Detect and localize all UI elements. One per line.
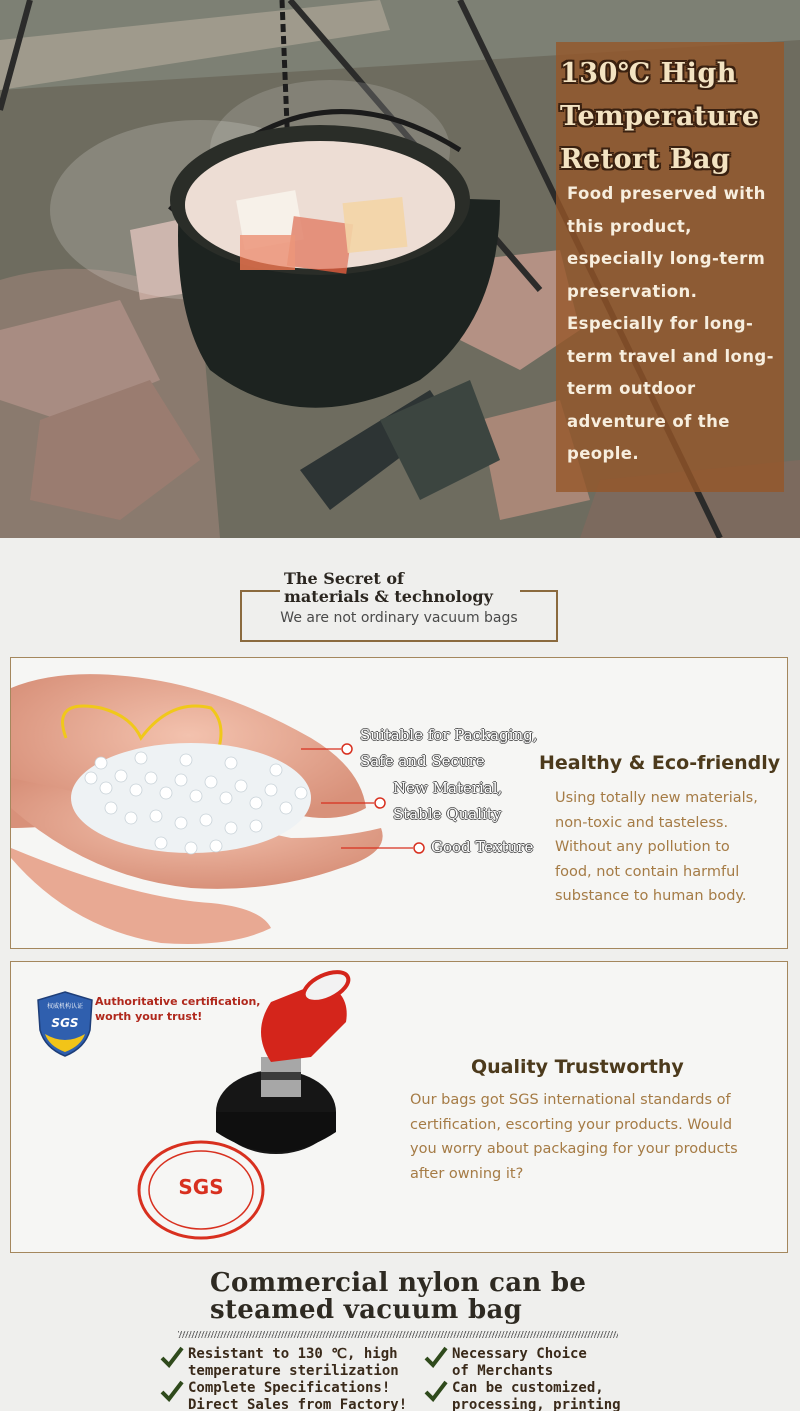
quality-title: Quality Trustworthy bbox=[471, 1056, 684, 1078]
nylon-heading-line: Commercial nylon can be bbox=[210, 1268, 587, 1298]
certification-note-line: worth your trust! bbox=[95, 1010, 203, 1023]
nylon-bag-heading bbox=[210, 1270, 630, 1324]
eco-description-line: non-toxic and tasteless. bbox=[555, 814, 729, 831]
check-text-line: Necessary Choice bbox=[452, 1346, 587, 1362]
hero-banner bbox=[0, 0, 800, 538]
quality-description-line: after owning it? bbox=[410, 1165, 524, 1182]
quality-description-line: you worry about packaging for your products bbox=[410, 1141, 738, 1157]
sgs-badge-cn-text: 权威机构认证 bbox=[46, 1003, 84, 1010]
callout-packaging bbox=[360, 722, 538, 774]
callout-text: New Material, bbox=[393, 779, 503, 797]
certification-note-line: Authoritative certification, bbox=[95, 995, 261, 1008]
secret-title-line2: materials & technology bbox=[284, 587, 493, 606]
rubber-stamp-image bbox=[121, 962, 451, 1252]
secret-subtitle: We are not ordinary vacuum bags bbox=[280, 610, 518, 626]
eco-description-line: Using totally new materials, bbox=[555, 790, 758, 806]
checkmark-icon bbox=[160, 1346, 184, 1368]
sgs-shield-icon bbox=[35, 990, 95, 1060]
eco-description-line: food, not contain harmful bbox=[555, 863, 740, 880]
eco-feature-box bbox=[10, 657, 788, 949]
quality-feature-box bbox=[10, 961, 788, 1253]
check-text-line: Resistant to 130 ℃, high bbox=[188, 1346, 398, 1362]
quality-description-line: Our bags got SGS international standards of bbox=[410, 1092, 731, 1108]
hero-title-line: Temperature bbox=[560, 101, 760, 132]
callout-material bbox=[393, 775, 502, 827]
callout-text: Stable Quality bbox=[393, 805, 502, 823]
secret-title-line1: The Secret of bbox=[284, 569, 404, 588]
eco-title: Healthy & Eco-friendly bbox=[539, 752, 781, 774]
check-text-line: processing, printing bbox=[452, 1397, 621, 1411]
eco-description bbox=[555, 786, 785, 909]
callout-text: Suitable for Packaging, bbox=[360, 726, 538, 744]
hatch-divider bbox=[178, 1331, 618, 1338]
stamp-impression-text: SGS bbox=[178, 1175, 224, 1199]
eco-description-line: substance to human body. bbox=[555, 888, 747, 904]
hero-title bbox=[560, 52, 790, 181]
check-text-line: Complete Specifications! bbox=[188, 1380, 391, 1396]
callout-text: Good Texture bbox=[431, 838, 534, 856]
check-text bbox=[452, 1346, 587, 1380]
callout-texture bbox=[431, 834, 533, 860]
checkmark-icon bbox=[424, 1346, 448, 1368]
check-text bbox=[188, 1346, 399, 1380]
check-text-line: of Merchants bbox=[452, 1363, 554, 1379]
sgs-badge-text: SGS bbox=[51, 1016, 79, 1030]
checkmark-icon bbox=[424, 1380, 448, 1402]
checkmark-icon bbox=[160, 1380, 184, 1402]
callout-text: Safe and Secure bbox=[360, 752, 485, 770]
nylon-heading-line: steamed vacuum bag bbox=[210, 1295, 523, 1325]
quality-description bbox=[410, 1088, 780, 1186]
quality-description-line: certification, escorting your products. Would bbox=[410, 1116, 733, 1133]
hero-title-line: Retort Bag bbox=[560, 144, 731, 175]
check-text bbox=[452, 1380, 621, 1411]
check-text-line: Direct Sales from Factory! bbox=[188, 1397, 408, 1411]
check-text bbox=[188, 1380, 407, 1411]
hero-description: Food preserved with this product, especially long-term preservation. Especially for long-term travel and long-term outdoor adventure of the people. bbox=[567, 184, 774, 463]
eco-description-line: Without any pollution to bbox=[555, 839, 730, 855]
secret-heading bbox=[240, 570, 558, 642]
check-text-line: temperature sterilization bbox=[188, 1363, 399, 1379]
check-text-line: Can be customized, bbox=[452, 1380, 604, 1396]
hero-title-line: 130℃ High bbox=[560, 58, 737, 89]
